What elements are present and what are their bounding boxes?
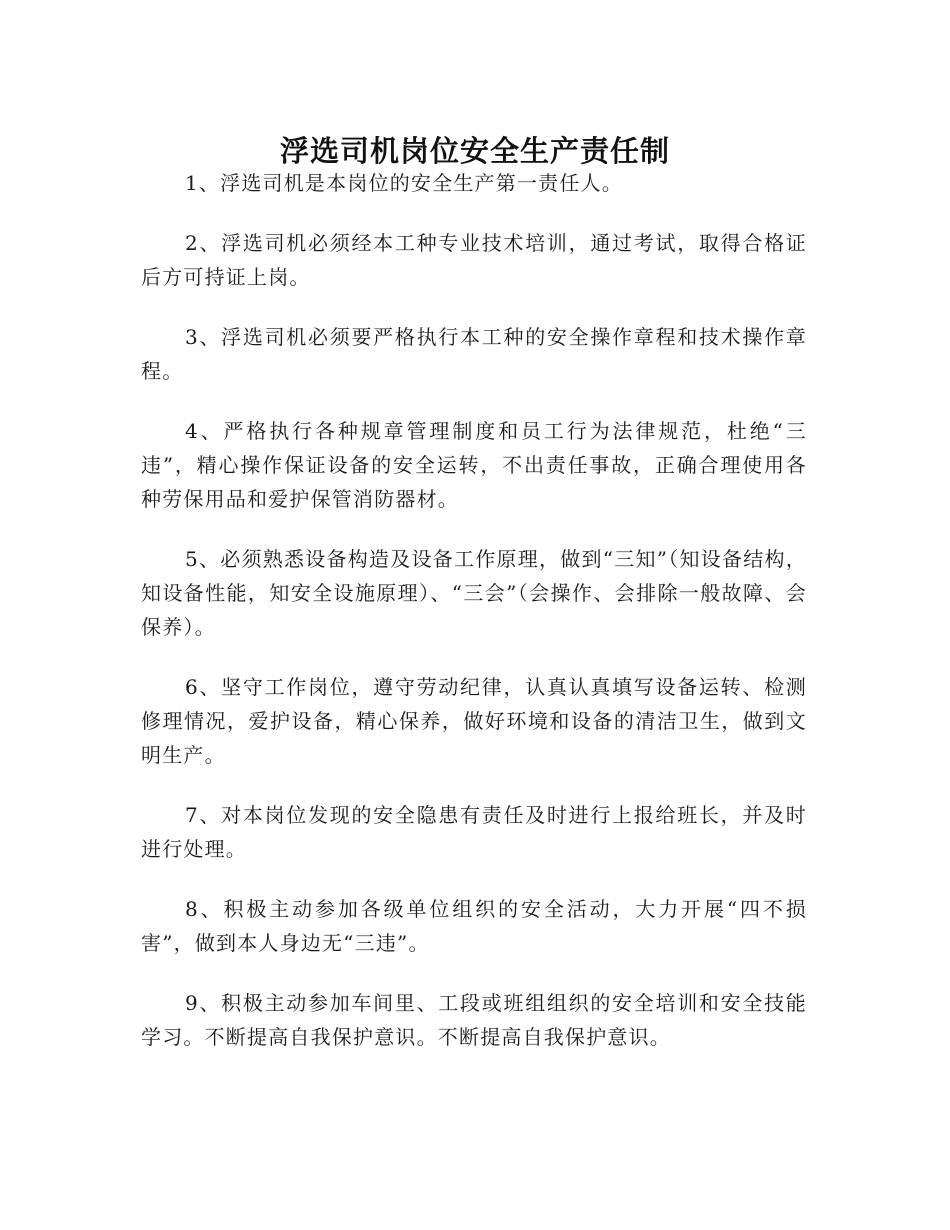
paragraph-9: 9、积极主动参加车间里、工段或班组组织的安全培训和安全技能学习。不断提高自我保护意识。不断提高自我保护意识。 [141,991,807,1049]
paragraph-5: 5、必须熟悉设备构造及设备工作原理，做到“三知”（知设备结构，知设备性能，知安全设施原理）、“三会”（会操作、会排除一般故障、会保养）。 [141,547,807,639]
document-body [141,166,807,1080]
paragraph-1: 1、浮选司机是本岗位的安全生产第一责任人。 [185,171,623,195]
paragraph-6: 6、坚守工作岗位，遵守劳动纪律，认真认真填写设备运转、检测修理情况，爱护设备，精心保养，做好环境和设备的清洁卫生，做到文明生产。 [141,675,807,767]
paragraph-8: 8、积极主动参加各级单位组织的安全活动，大力开展“四不损害”，做到本人身边无“三违”。 [141,897,807,955]
paragraph-2: 2、浮选司机必须经本工种专业技术培训，通过考试，取得合格证后方可持证上岗。 [141,231,807,289]
paragraph-7: 7、对本岗位发现的安全隐患有责任及时进行上报给班长，并及时进行处理。 [141,803,807,861]
paragraph-4: 4、严格执行各种规章管理制度和员工行为法律规范，杜绝“三违”，精心操作保证设备的安全运转，不出责任事故，正确合理使用各种劳保用品和爱护保管消防器材。 [141,419,807,511]
paragraph-3: 3、浮选司机必须要严格执行本工种的安全操作章程和技术操作章程。 [141,325,807,383]
document-title: 浮选司机岗位安全生产责任制 [279,134,670,169]
